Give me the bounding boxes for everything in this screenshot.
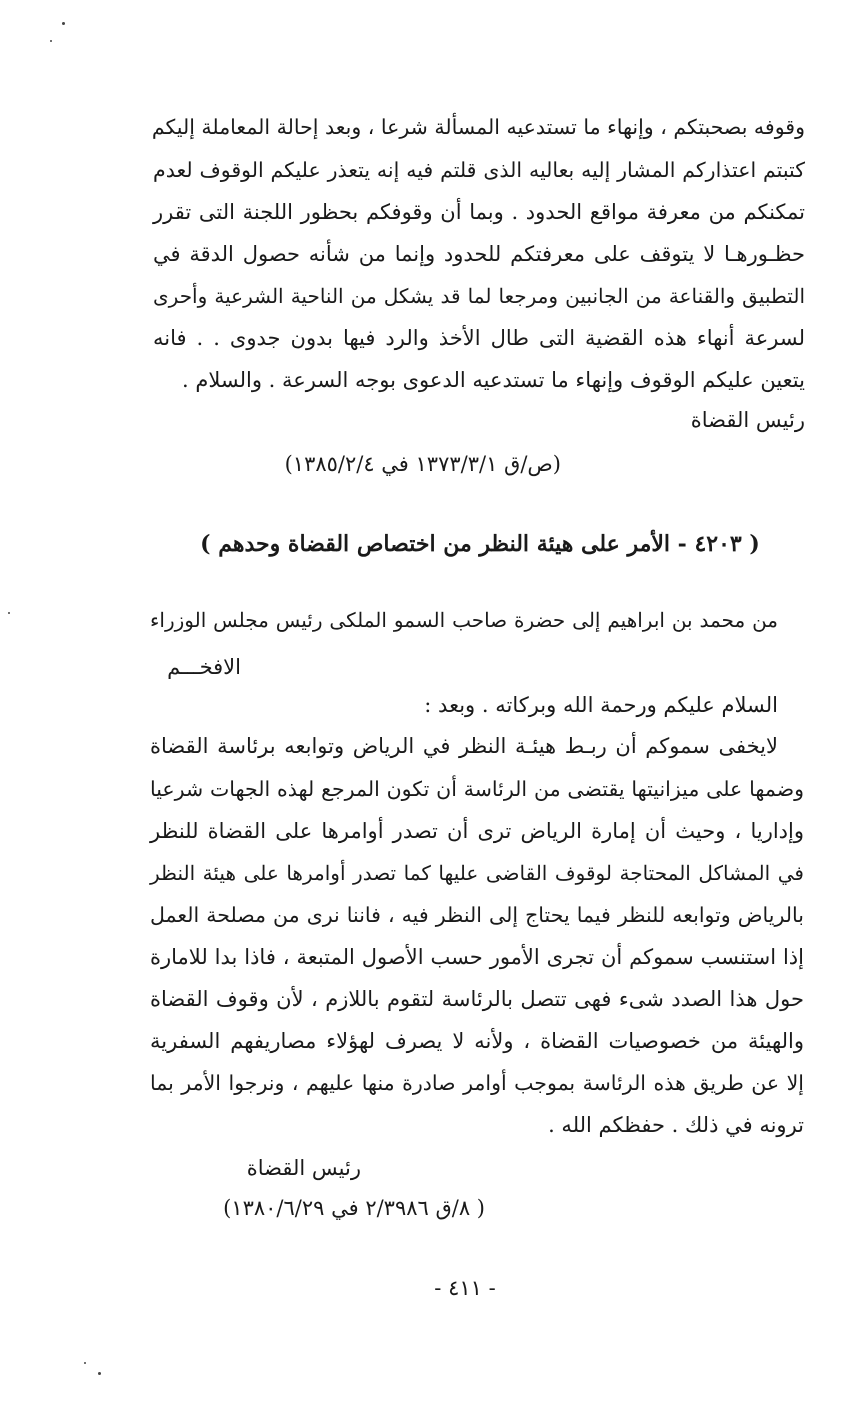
- letter2-line: ترونه في ذلك . حفظكم الله .: [548, 1113, 804, 1137]
- letter2-line: وإداريا ، وحيث أن إمارة الرياض ترى أن تصدر أوامرها على القضاة للنظر: [150, 819, 804, 843]
- letter2-signature: رئيس القضاة: [246, 1156, 361, 1180]
- letter1-reference: (ص/ق ١٣٧٣/٣/١ في ١٣٨٥/٢/٤): [284, 452, 561, 476]
- letter1-signature: رئيس القضاة: [690, 408, 805, 432]
- letter2-greeting: السلام عليكم ورحمة الله وبركاته . وبعد :: [424, 693, 778, 717]
- letter2-line: بالرياض وتوابعه للنظر فيما يحتاج إلى النظر فيه ، فاننا نرى من مصلحة العمل: [150, 903, 804, 927]
- letter1-line: يتعين عليكم الوقوف وإنهاء ما تستدعيه الدعوى بوجه السرعة . والسلام .: [181, 368, 805, 392]
- scan-speck: [98, 1372, 101, 1375]
- letter1-line: تمكنكم من معرفة مواقع الحدود . وبما أن وقوفكم بحظور اللجنة التى تقرر: [153, 200, 805, 224]
- letter2-address-cont: الافخـــم: [167, 655, 241, 679]
- letter2-line: في المشاكل المحتاجة لوقوف القاضى عليها كما تصدر أوامرها على هيئة النظر: [150, 861, 804, 885]
- scan-speck: [84, 1362, 86, 1364]
- scan-speck: [50, 40, 52, 42]
- letter1-line: لسرعة أنهاء هذه القضية التى طال الأخذ والرد فيها بدون جدوى . . فانه: [153, 326, 805, 350]
- letter2-line: حول هذا الصدد شىء فهى تتصل بالرئاسة لتقوم باللازم ، لأن وقوف القضاة: [150, 987, 804, 1011]
- section-heading: ( ٤٢٠٣ - الأمر على هيئة النظر من اختصاص القضاة وحدهم ): [200, 531, 760, 557]
- letter2-line: إذا استنسب سموكم أن تجرى الأمور حسب الأصول المتبعة ، فاذا بدا للامارة: [150, 945, 804, 969]
- letter1-line: كتبتم اعتذاركم المشار إليه بعاليه الذى قلتم فيه إنه يتعذر عليكم الوقوف لعدم: [153, 158, 805, 182]
- scan-speck: [8, 612, 10, 614]
- letter1-line: حظـورهـا لا يتوقف على معرفتكم للحدود وإنما من شأنه حصول الدقة في: [153, 242, 805, 266]
- letter2-line: والهيئة من خصوصيات القضاة ، ولأنه لا يصرف لهؤلاء مصاريفهم السفرية: [150, 1029, 804, 1053]
- scan-speck: [62, 22, 65, 25]
- letter2-line: إلا عن طريق هذه الرئاسة بموجب أوامر صادرة منها عليهم ، ونرجوا الأمر بما: [150, 1071, 804, 1095]
- letter1-line: التطبيق والقناعة من الجانبين ومرجعا لما قد يشكل من الناحية الشرعية وأحرى: [153, 284, 805, 308]
- letter2-address: من محمد بن ابراهيم إلى حضرة صاحب السمو الملكى رئيس مجلس الوزراء: [150, 608, 778, 632]
- letter2-reference: ( ٨/ق ٢/٣٩٨٦ في ١٣٨٠/٦/٢٩): [223, 1196, 485, 1220]
- letter2-line: لايخفى سموكم أن ربـط هيئـة النظر في الرياض وتوابعه برئاسة القضاة: [150, 734, 778, 758]
- letter1-line: وقوفه بصحبتكم ، وإنهاء ما تستدعيه المسألة شرعا ، وبعد إحالة المعاملة إليكم: [151, 115, 805, 139]
- letter2-line: وضمها على ميزانيتها يقتضى من الرئاسة أن تكون المرجع لهذه الجهات شرعيا: [150, 777, 804, 801]
- page-number: - ٤١١ -: [434, 1276, 496, 1300]
